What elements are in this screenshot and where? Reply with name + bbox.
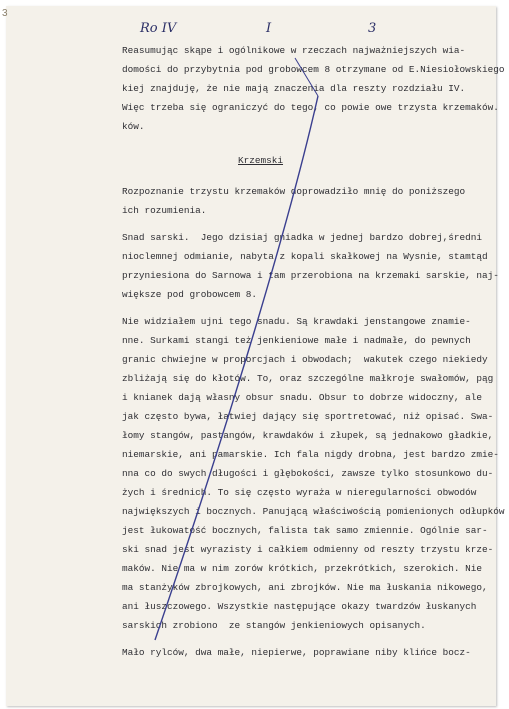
text-line: nioclemnej odmianie, nabyta z kopali skałkowej na Wysnie, stamtąd [122,251,488,262]
text-line: zbliżają się do kłotów. To, oraz szczególne małkroje swałomów, pąg [122,373,494,384]
text-line: większe pod grobowcem 8. [122,289,258,300]
text-line: ma stanżyków zbrojkowych, ani zbrojków. Nie ma łuskania nikowego, [122,582,488,593]
margin-mark: 3 [2,8,8,19]
text-line: największych i bocznych. Panującą właściwością pomienionych odłupków [122,506,505,517]
text-line: jest łukowatość bocznych, falista tak samo zmiennie. Ogólnie sar- [122,525,488,536]
text-line: Rozpoznanie trzystu krzemaków doprowadziło mnię do poniższego [122,186,466,197]
section-heading: Krzemski [238,155,284,166]
text-line: Reasumując skąpe i ogólnikowe w rzeczach najważniejszych wia- [122,45,466,56]
text-line: nne. Surkami stangi też jenkieniowe małe i nadmałe, do pewnych [122,335,471,346]
text-line: i knianek dają własny obsur snadu. Obsur to dobrze widoczny, ale [122,392,483,403]
text-line: ski snad jest wyrazisty i całkiem odmienny od reszty trzystu krze- [122,544,494,555]
text-line: ich rozumienia. [122,205,207,216]
text-line: przyniesiona do Sarnowa i tam przerobiona na krzemaki sarskie, naj- [122,270,499,281]
text-line: Więc trzeba się ograniczyć do tego, co powie owe trzysta krzemaków. [122,102,499,113]
text-line: sarskich zrobiono ze stangów jenkieniowych opisanych. [122,620,426,631]
text-line: domości do przybytnia pod grobowcem 8 otrzymane od E.Niesiołowskiego [122,64,505,75]
text-line: niemarskie, ani pamarskie. Ich fala nigdy drobna, jest bardzo zmie- [122,449,499,460]
handwritten-part-number: I [266,21,272,36]
text-line: jak często bywa, łatwiej dający się sportretować, niż opisać. Swa- [122,411,494,422]
text-line: kiej znajduję, że nie mają znaczenia dla reszty rozdziału IV. [122,83,466,94]
text-line: Snad sarski. Jego dzisiaj gniadka w jednej bardzo dobrej,średni [122,232,483,243]
text-line: ków. [122,121,145,132]
text-line: łomy stangów, pastangów, krawdaków i złupek, są jednakowo gładkie, [122,430,494,441]
text-line: maków. Nie ma w nim zorów krótkich, przekrótkich, szerokich. Nie [122,563,483,574]
handwritten-page-number: 3 [368,21,377,36]
text-line: żych i średnich. To się często wyraża w nieregularności obwodów [122,487,477,498]
handwritten-section-label: Ro IV [140,21,177,36]
text-line: Mało rylców, dwa małe, niepierwe, poprawiane niby klińce bocz- [122,647,471,658]
text-line: Nie widziałem ujni tego snadu. Są krawdaki jenstangowe znamie- [122,316,471,327]
text-line: ani łuszczowego. Wszystkie następujące okazy twardzów łuskanych [122,601,477,612]
text-line: nna co do swych długości i głębokości, zawsze tylko stosunkowo du- [122,468,494,479]
text-line: granic chwiejne w proporcjach i obwodach; wakutek czego niekiedy [122,354,488,365]
